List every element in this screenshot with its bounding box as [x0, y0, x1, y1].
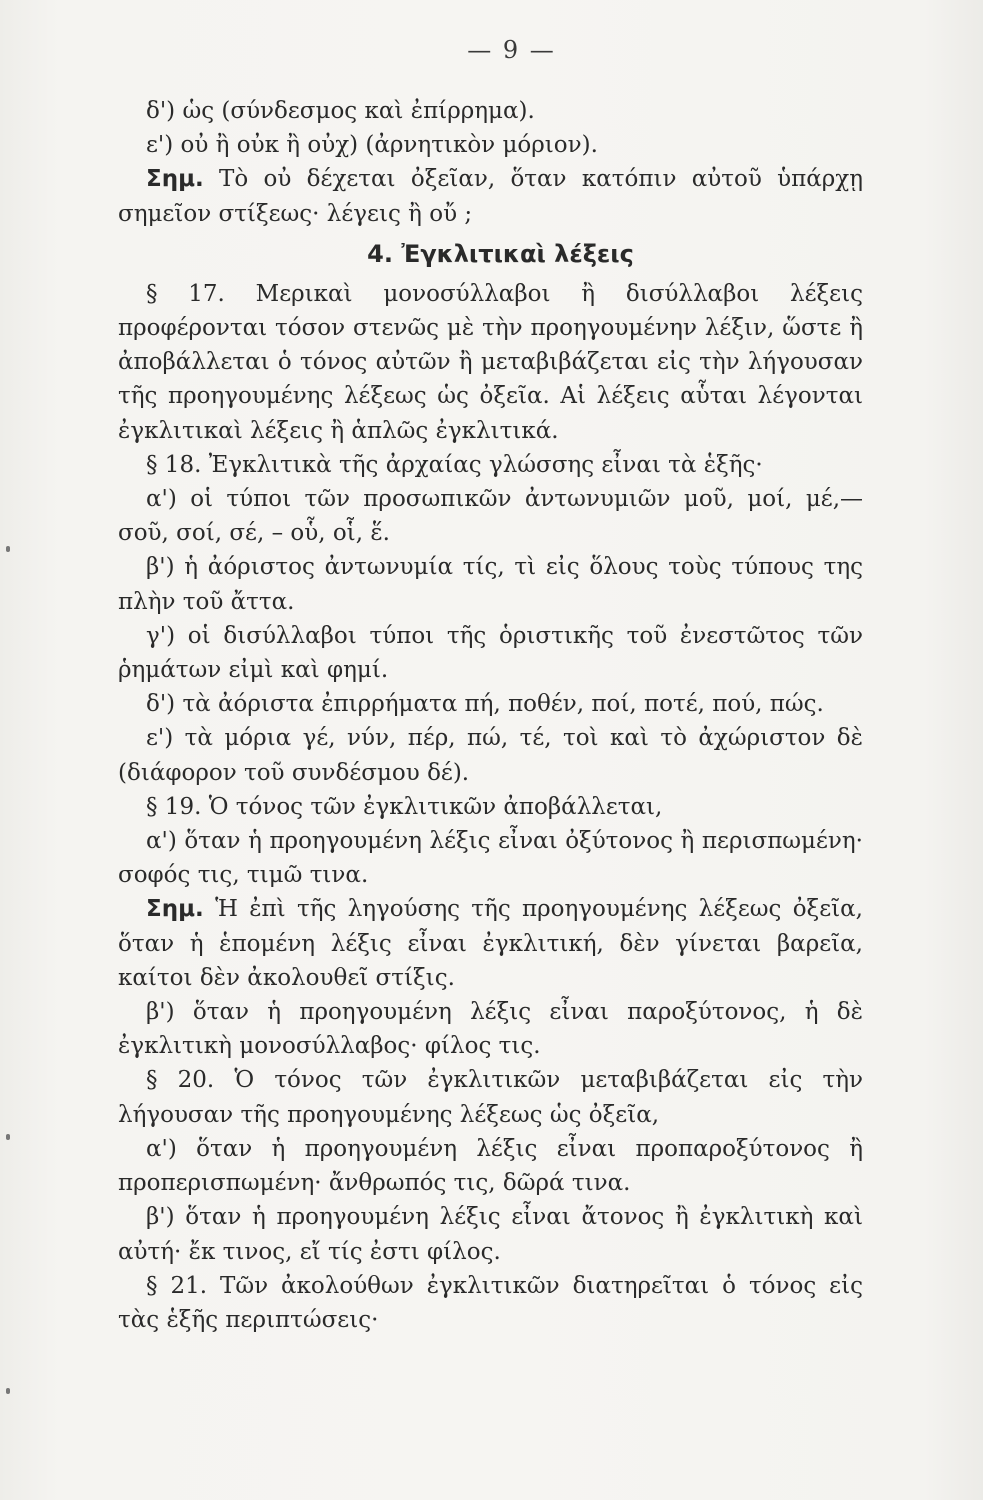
paragraph-18-beta: β') ἡ ἀόριστος ἀντωνυμία τίς, τὶ εἰς ὅλους τοὺς τύπους της πλὴν τοῦ ἄττα.: [118, 554, 863, 615]
paragraph-17: § 17. Μερικαὶ μονοσύλλαβοι ἢ δισύλλαβοι λέξεις προφέρονται τόσον στενῶς μὲ τὴν προηγουμένην λέξιν, ὥστε ἢ ἀποβάλλεται ὁ τόνος αὐτῶν ἢ μεταβιβάζεται εἰς τὴν λήγουσαν τῆς προηγουμένης λέξεως ὡς ὀξεῖα. Αἱ λέξεις αὗται λέγονται ἐγκλιτικαὶ λέξεις ἢ ἁπλῶς ἐγκλιτικά.: [118, 280, 863, 444]
note-2: [118, 892, 863, 995]
paragraph-20: § 20. Ὁ τόνος τῶν ἐγκλιτικῶν μεταβιβάζεται εἰς τὴν λήγουσαν τῆς προηγουμένης λέξεως ὡς ὀξεῖα,: [118, 1067, 863, 1128]
note-label: Σημ.: [146, 166, 204, 193]
note-label: Σημ.: [146, 896, 204, 923]
margin-speck: [6, 546, 10, 552]
section-heading: 4. Ἐγκλιτικαὶ λέξεις: [367, 239, 634, 268]
paragraph-18: § 18. Ἐγκλιτικὰ τῆς ἀρχαίας γλώσσης εἶναι τὰ ἑξῆς·: [146, 451, 763, 478]
paragraph-20-beta: β') ὅταν ἡ προηγουμένη λέξις εἶναι ἄτονος ἢ ἐγκλιτικὴ καὶ αὐτή· ἔκ τινος, εἴ τίς ἐστι φίλος.: [118, 1204, 863, 1265]
page-number: [0, 36, 983, 64]
paragraph-19-beta: β') ὅταν ἡ προηγουμένη λέξις εἶναι παροξύτονος, ἡ δὲ ἐγκλιτικὴ μονοσύλλαβος· φίλος τις.: [118, 999, 863, 1060]
paragraph-19-alpha: α') ὅταν ἡ προηγουμένη λέξις εἶναι ὀξύτονος ἢ περισπωμένη· σοφός τις, τιμῶ τινα.: [118, 828, 863, 889]
paragraph-18-gamma: γ') οἱ δισύλλαβοι τύποι τῆς ὁριστικῆς τοῦ ἐνεστῶτος τῶν ῥημάτων εἰμὶ καὶ φημί.: [118, 622, 863, 684]
paragraph-21: § 21. Τῶν ἀκολούθων ἐγκλιτικῶν διατηρεῖται ὁ τόνος εἰς τὰς ἑξῆς περιπτώσεις·: [118, 1272, 863, 1333]
note-text: Τὸ οὐ δέχεται ὀξεῖαν, ὅταν κατόπιν αὐτοῦ ὑπάρχῃ σημεῖον στίξεως· λέγεις ἢ οὔ ;: [118, 166, 863, 227]
paragraph-18-delta: δ') τὰ ἀόριστα ἐπιρρήματα πή, ποθέν, ποί, ποτέ, πού, πώς.: [146, 691, 824, 718]
margin-speck: [6, 1134, 10, 1140]
item-epsilon: ε') οὐ ἢ οὐκ ἢ οὐχ) (ἀρνητικὸν μόριον).: [146, 132, 598, 159]
paragraph-20-alpha: α') ὅταν ἡ προηγουμένη λέξις εἶναι προπαροξύτονος ἢ προπερισπωμένη· ἄνθρωπός τις, δῶρά τινα.: [118, 1135, 863, 1197]
paragraph-18-alpha: α') οἱ τύποι τῶν προσωπικῶν ἀντωνυμιῶν μοῦ, μοί, μέ,—σοῦ, σοί, σέ, – οὗ, οἷ, ἕ.: [118, 486, 863, 547]
paragraph-18-epsilon: ε') τὰ μόρια γέ, νύν, πέρ, πώ, τέ, τοὶ καὶ τὸ ἀχώριστον δὲ (διάφορον τοῦ συνδέσμου δέ).: [118, 725, 863, 786]
item-delta: δ') ὡς (σύνδεσμος καὶ ἐπίρρημα).: [146, 98, 535, 124]
note-text: Ἡ ἐπὶ τῆς ληγούσης τῆς προηγουμένης λέξεως ὀξεῖα, ὅταν ἡ ἑπομένη λέξις εἶναι ἐγκλιτική, δὲν γίνεται βαρεῖα, καίτοι δὲν ἀκολουθεῖ στίξις.: [118, 896, 863, 991]
page-body: [118, 94, 863, 1337]
margin-speck: [6, 1388, 10, 1394]
note-1: [118, 162, 863, 230]
page-number-text: — 9 —: [467, 36, 556, 64]
paragraph-19: § 19. Ὁ τόνος τῶν ἐγκλιτικῶν ἀποβάλλεται,: [146, 793, 663, 820]
